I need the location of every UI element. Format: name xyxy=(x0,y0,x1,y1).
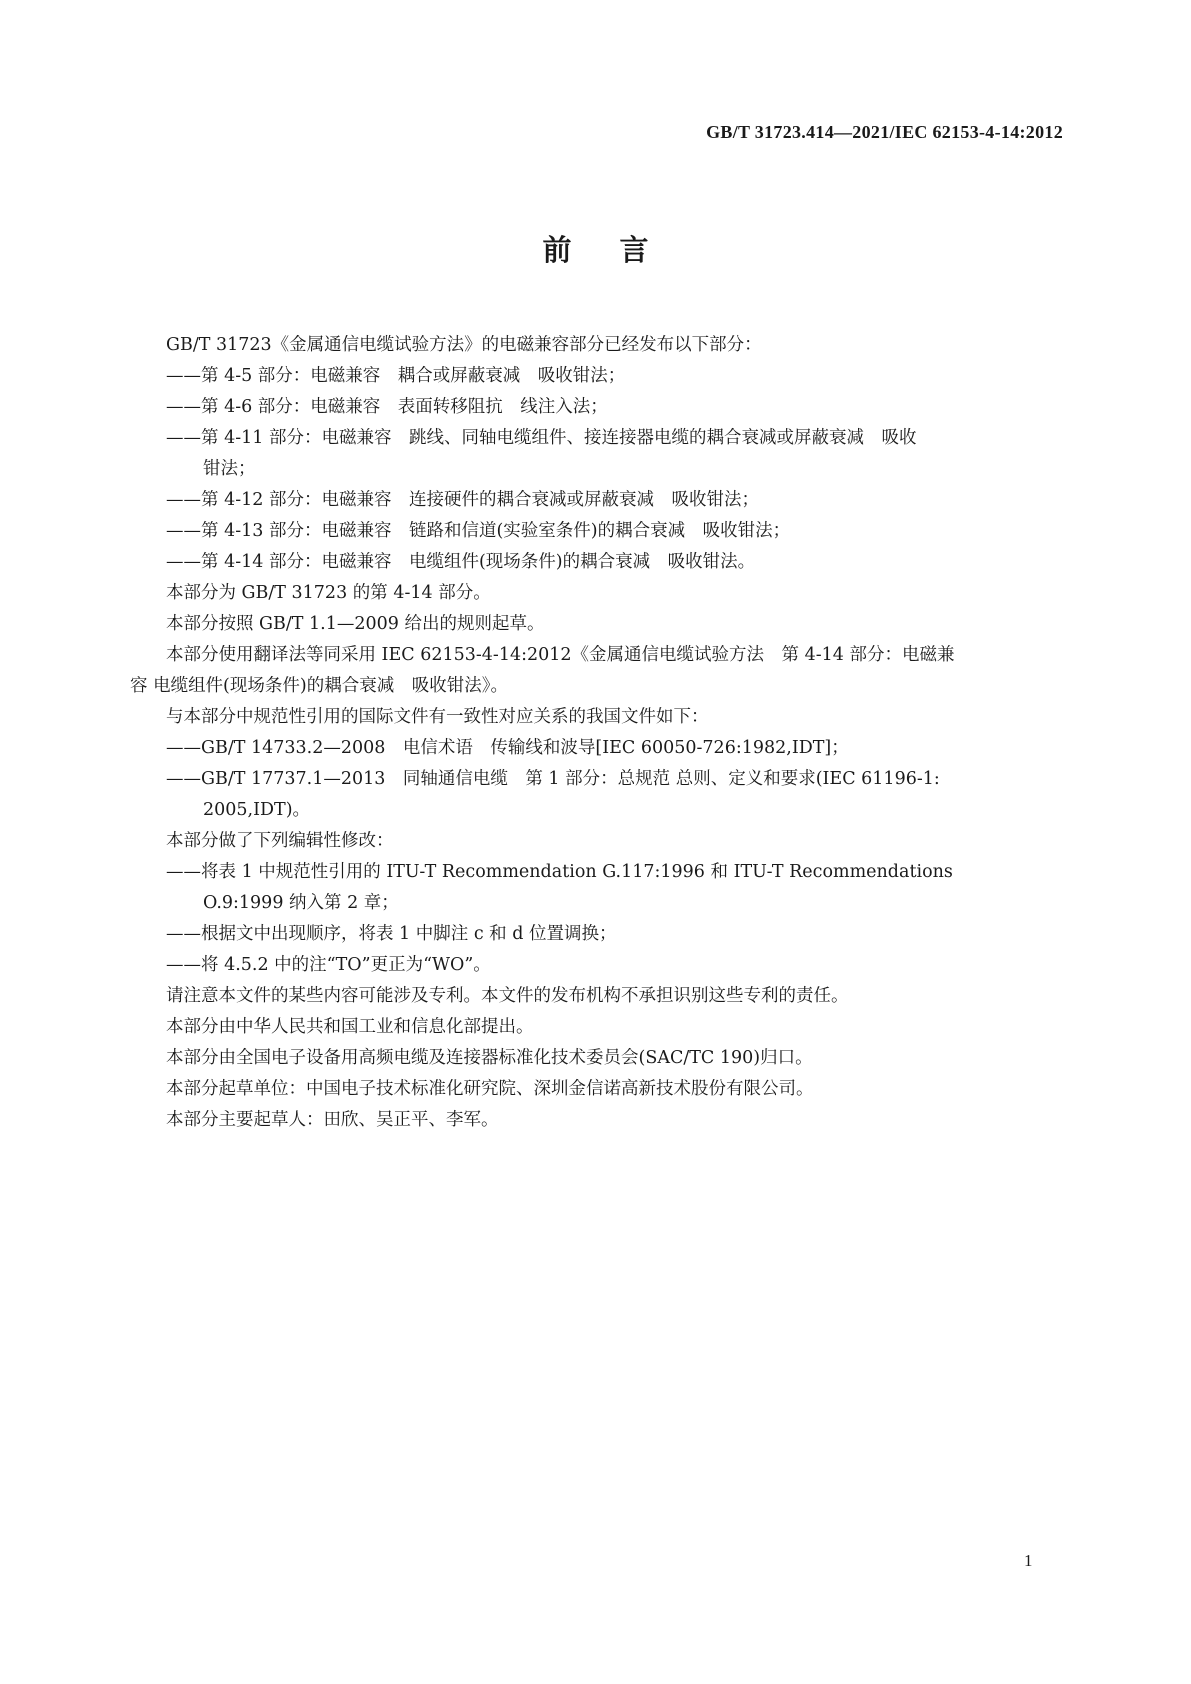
list-item-continuation: 2005,IDT)。 xyxy=(203,800,311,820)
paragraph: 本部分使用翻译法等同采用 IEC 62153-4-14:2012《金属通信电缆试验方法 第 4-14 部分：电磁兼 xyxy=(166,645,955,665)
paragraph: 本部分主要起草人：田欣、吴正平、李军。 xyxy=(166,1110,499,1130)
list-item: ——第 4-5 部分：电磁兼容 耦合或屏蔽衰减 吸收钳法； xyxy=(166,366,626,386)
list-item: ——将 4.5.2 中的注“TO”更正为“WO”。 xyxy=(166,955,491,975)
paragraph: 本部分由中华人民共和国工业和信息化部提出。 xyxy=(166,1017,534,1037)
list-item: ——第 4-14 部分：电磁兼容 电缆组件(现场条件)的耦合衰减 吸收钳法。 xyxy=(166,552,756,572)
paragraph: 与本部分中规范性引用的国际文件有一致性对应关系的我国文件如下： xyxy=(166,707,709,727)
list-item: ——GB/T 17737.1—2013 同轴通信电缆 第 1 部分：总规范 总则、定义和要求(IEC 61196-1: xyxy=(166,769,940,789)
list-item: ——第 4-6 部分：电磁兼容 表面转移阻抗 线注入法； xyxy=(166,397,608,417)
list-item-continuation: O.9:1999 纳入第 2 章； xyxy=(203,893,399,913)
paragraph: 本部分为 GB/T 31723 的第 4-14 部分。 xyxy=(166,583,491,603)
paragraph-continuation: 容 电缆组件(现场条件)的耦合衰减 吸收钳法》。 xyxy=(130,676,508,696)
paragraph: 本部分做了下列编辑性修改： xyxy=(166,831,394,851)
standard-code: GB/T 31723.414—2021/IEC 62153-4-14:2012 xyxy=(706,122,1063,142)
list-item-continuation: 钳法； xyxy=(203,459,256,479)
list-item: ——GB/T 14733.2—2008 电信术语 传输线和波导[IEC 60050-726:1982,IDT]； xyxy=(166,738,849,758)
paragraph: 本部分起草单位：中国电子技术标准化研究院、深圳金信诺高新技术股份有限公司。 xyxy=(166,1079,814,1099)
list-item: ——根据文中出现顺序，将表 1 中脚注 c 和 d 位置调换； xyxy=(166,924,617,944)
paragraph: 请注意本文件的某些内容可能涉及专利。本文件的发布机构不承担识别这些专利的责任。 xyxy=(166,986,849,1006)
paragraph: 本部分按照 GB/T 1.1—2009 给出的规则起草。 xyxy=(166,614,545,634)
paragraph: 本部分由全国电子设备用高频电缆及连接器标准化技术委员会(SAC/TC 190)归口。 xyxy=(166,1048,813,1068)
list-item: ——第 4-11 部分：电磁兼容 跳线、同轴电缆组件、接连接器电缆的耦合衰减或屏蔽衰减 吸收 xyxy=(166,428,917,448)
list-item: ——第 4-13 部分：电磁兼容 链路和信道(实验室条件)的耦合衰减 吸收钳法； xyxy=(166,521,791,541)
paragraph: GB/T 31723《金属通信电缆试验方法》的电磁兼容部分已经发布以下部分： xyxy=(166,335,762,355)
page-title: 前言 xyxy=(542,233,697,267)
list-item: ——第 4-12 部分：电磁兼容 连接硬件的耦合衰减或屏蔽衰减 吸收钳法； xyxy=(166,490,759,510)
page-number: 1 xyxy=(1024,1551,1033,1570)
list-item: ——将表 1 中规范性引用的 ITU-T Recommendation G.117:1996 和 ITU-T Recommendations xyxy=(166,862,953,882)
